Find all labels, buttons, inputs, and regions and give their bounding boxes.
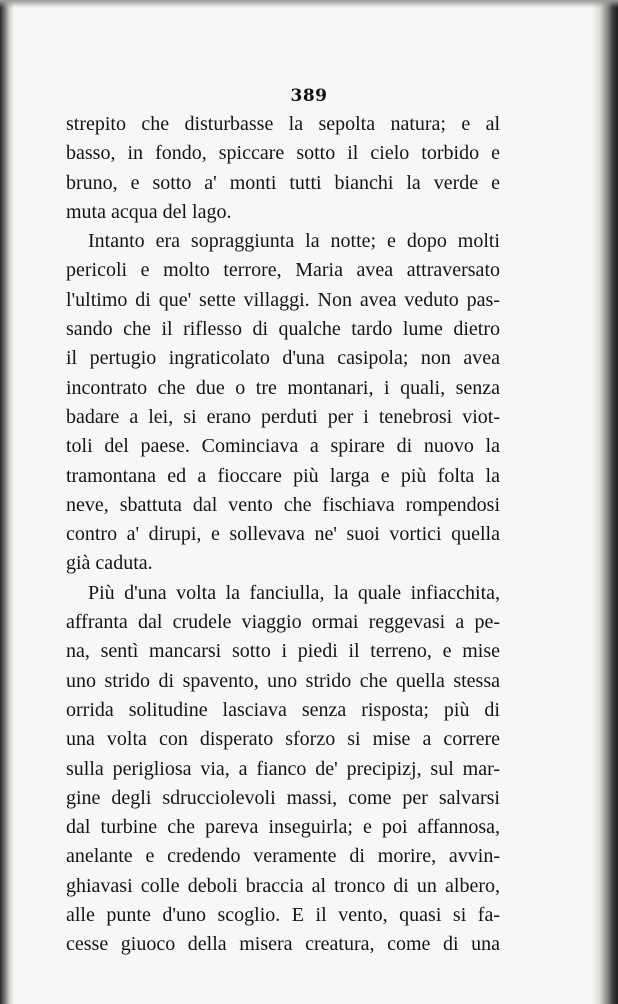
text-line: tramontana ed a fioccare più larga e più folta la: [66, 464, 500, 487]
text-line: anelante e credendo veramente di morire, avvin-: [66, 845, 500, 868]
text-line: gine degli sdrucciolevoli massi, come per salvarsi: [66, 786, 500, 809]
text-line: una volta con disperato sforzo si mise a correre: [66, 728, 500, 751]
text-line: ghiavasi colle deboli braccia al tronco di un albero,: [66, 874, 500, 897]
text-line: Più d'una volta la fanciulla, la quale infiacchita,: [88, 581, 500, 604]
text-line: basso, in fondo, spiccare sotto il cielo torbido e: [66, 142, 500, 165]
text-line: affranta dal crudele viaggio ormai reggevasi a pe-: [66, 611, 500, 634]
text-line: Intanto era sopraggiunta la notte; e dopo molti: [88, 230, 500, 253]
body-text: [66, 110, 500, 960]
text-line: bruno, e sotto a' monti tutti bianchi la verde e: [66, 171, 500, 194]
page-edge-left: [0, 0, 14, 1004]
text-line: uno strido di spavento, uno strido che quella stessa: [66, 669, 500, 692]
text-line: già caduta.: [66, 552, 153, 575]
page-edge-right: [592, 0, 618, 1004]
text-line: badare a lei, si erano perduti per i tenebrosi viot-: [66, 405, 500, 428]
text-line: pericoli e molto terrore, Maria avea attraversato: [66, 259, 500, 282]
page-number: 389: [290, 86, 328, 106]
text-line: l'ultimo di que' sette villaggi. Non avea veduto pas-: [66, 288, 500, 311]
text-line: il pertugio ingraticolato d'una casipola; non avea: [66, 347, 500, 370]
text-line: toli del paese. Cominciava a spirare di nuovo la: [66, 435, 500, 458]
text-line: muta acqua del lago.: [66, 200, 232, 223]
text-line: dal turbine che pareva inseguirla; e poi affannosa,: [66, 816, 500, 839]
text-line: incontrato che due o tre montanari, i quali, senza: [66, 376, 500, 399]
text-line: na, sentì mancarsi sotto i piedi il terreno, e mise: [66, 640, 500, 663]
text-line: sando che il riflesso di qualche tardo lume dietro: [66, 318, 500, 341]
text-line: sulla perigliosa via, a fianco de' precipizj, sul mar-: [66, 757, 500, 780]
text-line: alle punte d'uno scoglio. E il vento, quasi si fa-: [66, 904, 500, 927]
text-line: cesse giuoco della misera creatura, come di una: [66, 933, 500, 956]
text-line: strepito che disturbasse la sepolta natura; e al: [66, 113, 500, 135]
text-line: neve, sbattuta dal vento che fischiava rompendosi: [66, 493, 500, 516]
text-line: contro a' dirupi, e sollevava ne' suoi vortici quella: [66, 523, 500, 546]
page-edge-top: [0, 0, 618, 8]
text-line: orrida solitudine lasciava senza risposta; più di: [66, 698, 500, 721]
